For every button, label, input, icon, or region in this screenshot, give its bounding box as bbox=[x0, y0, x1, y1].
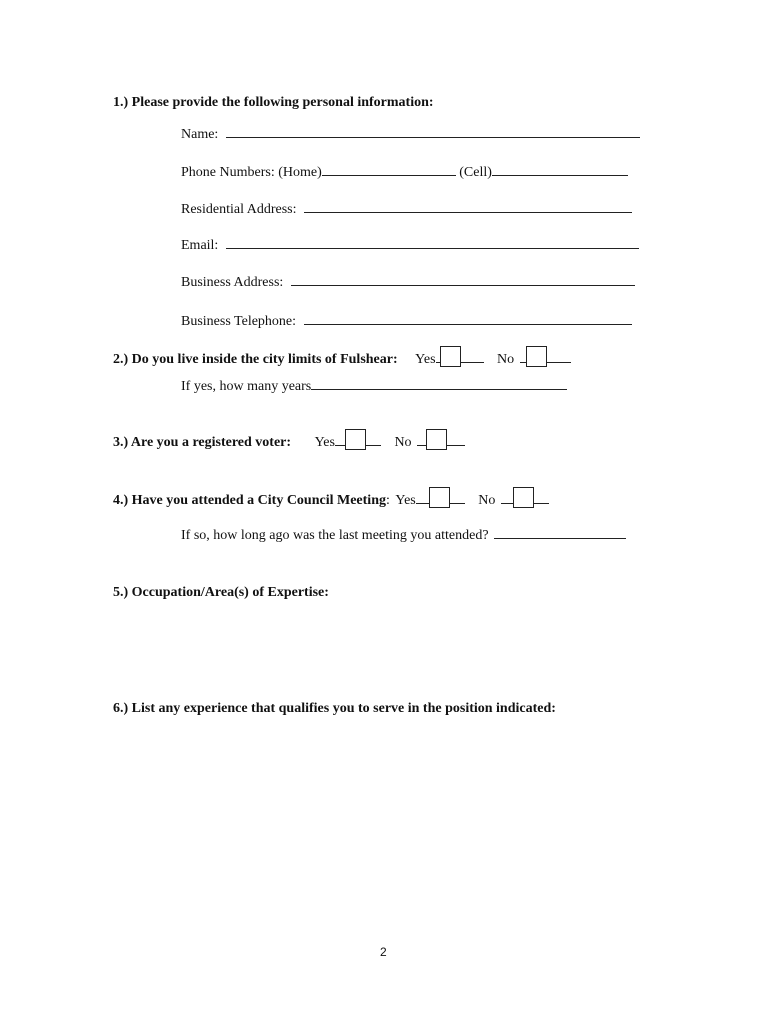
q4-yes-checkbox[interactable] bbox=[429, 487, 450, 508]
q4-row bbox=[113, 487, 549, 509]
q2-no-checkbox[interactable] bbox=[526, 346, 547, 367]
home-phone-label: Phone Numbers: (Home) bbox=[181, 165, 322, 180]
q2-followup-row bbox=[181, 376, 567, 395]
name-label: Name: bbox=[181, 127, 219, 142]
q6-heading: 6.) List any experience that qualifies you to serve in the position indicated: bbox=[113, 701, 556, 716]
q3-heading: 3.) Are you a registered voter: bbox=[113, 435, 292, 450]
email-field[interactable] bbox=[226, 235, 639, 249]
q2-heading: 2.) Do you live inside the city limits of Fulshear: bbox=[113, 352, 398, 367]
q3-row bbox=[113, 429, 465, 451]
q2-row bbox=[113, 346, 571, 368]
name-row bbox=[181, 124, 640, 143]
q3-no-label: No bbox=[394, 435, 412, 450]
cell-phone-label: (Cell) bbox=[459, 165, 492, 180]
q3-no-checkbox[interactable] bbox=[426, 429, 447, 450]
name-field[interactable] bbox=[226, 124, 640, 138]
q2-years-label: If yes, how many years bbox=[181, 379, 312, 394]
q2-years-field[interactable] bbox=[311, 376, 567, 390]
q4-yes-label: Yes bbox=[395, 493, 416, 508]
business-telephone-field[interactable] bbox=[304, 311, 632, 325]
business-address-row bbox=[181, 272, 635, 291]
business-address-label: Business Address: bbox=[181, 275, 284, 290]
email-label: Email: bbox=[181, 238, 219, 253]
residential-address-label: Residential Address: bbox=[181, 202, 297, 217]
q4-no-label: No bbox=[478, 493, 496, 508]
q4-followup-row bbox=[181, 525, 626, 544]
residential-address-field[interactable] bbox=[304, 199, 632, 213]
q2-yes-label: Yes bbox=[415, 352, 436, 367]
q2-yes-checkbox[interactable] bbox=[440, 346, 461, 367]
residential-row bbox=[181, 199, 632, 218]
phone-row bbox=[181, 162, 628, 181]
business-address-field[interactable] bbox=[291, 272, 635, 286]
q4-followup-label: If so, how long ago was the last meeting you attended? bbox=[181, 528, 489, 543]
cell-phone-field[interactable] bbox=[492, 162, 628, 176]
q2-no-label: No bbox=[497, 352, 515, 367]
q4-no-checkbox[interactable] bbox=[513, 487, 534, 508]
q3-yes-checkbox[interactable] bbox=[345, 429, 366, 450]
home-phone-field[interactable] bbox=[322, 162, 456, 176]
page-number: 2 bbox=[380, 945, 387, 959]
q5-heading: 5.) Occupation/Area(s) of Expertise: bbox=[113, 585, 329, 600]
q3-yes-label: Yes bbox=[314, 435, 335, 450]
q4-heading: 4.) Have you attended a City Council Meeting bbox=[113, 493, 386, 508]
business-telephone-label: Business Telephone: bbox=[181, 314, 297, 329]
business-telephone-row bbox=[181, 311, 632, 330]
q4-colon: : bbox=[385, 493, 390, 508]
email-row bbox=[181, 235, 639, 254]
q1-heading: 1.) Please provide the following personal information: bbox=[113, 95, 434, 110]
q4-followup-field[interactable] bbox=[494, 525, 626, 539]
